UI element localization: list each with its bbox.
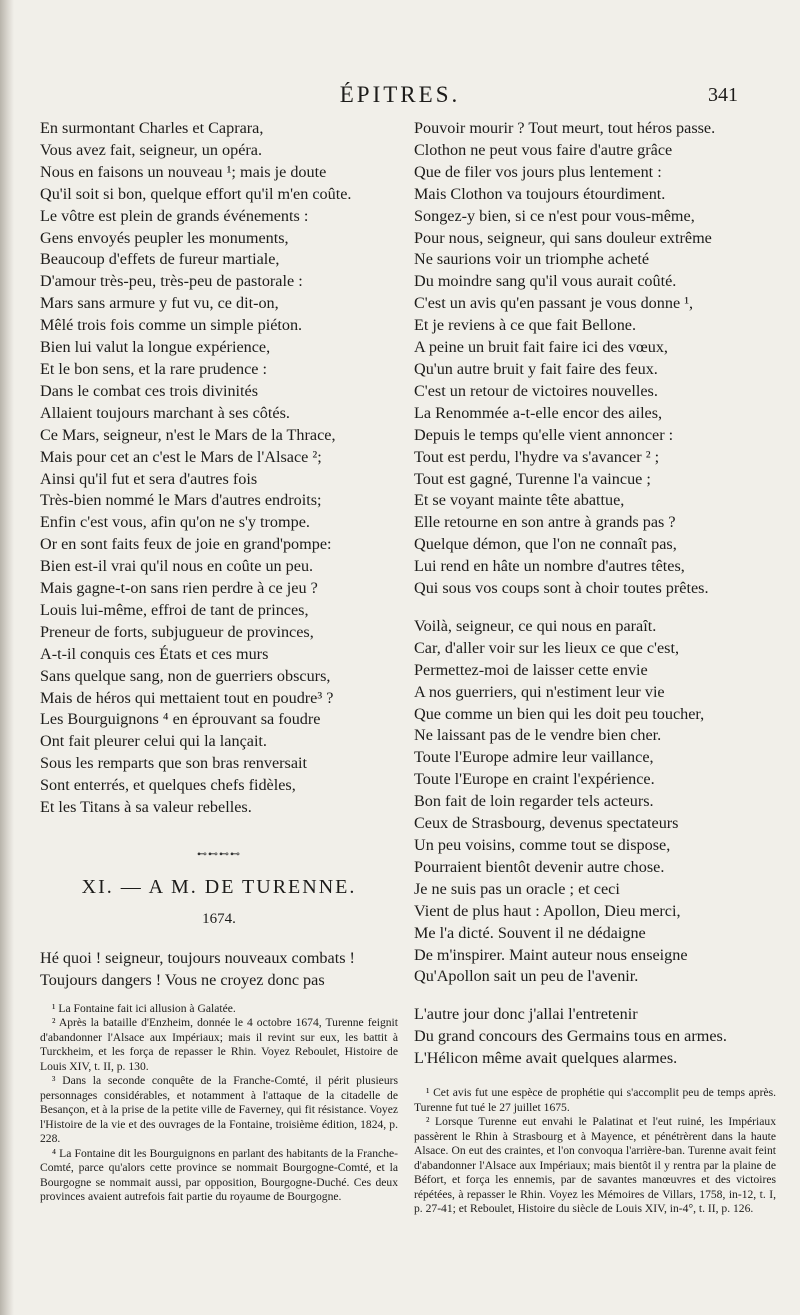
verse-line: Toujours dangers ! Vous ne croyez donc pas [40, 970, 325, 989]
verse-line: Qui sous vos coups sont à choir toutes prêtes. [414, 579, 709, 598]
verse-line: Sous les remparts que son bras renversait [40, 754, 308, 773]
verse-line: Pouvoir mourir ? Tout meurt, tout héros passe. [414, 119, 716, 137]
verse-line: Je ne suis pas un oracle ; et ceci [414, 879, 620, 898]
left-verse-block [40, 118, 398, 819]
verse-line: Mais Clothon va toujours étourdiment. [414, 184, 666, 203]
verse-line: Depuis le temps qu'elle vient annoncer : [414, 425, 674, 444]
verse-line: Voilà, seigneur, ce qui nous en paraît. [414, 616, 657, 635]
verse-line: Me l'a dicté. Souvent il ne dédaigne [414, 923, 646, 942]
verse-line: Louis lui-même, effroi de tant de princes, [40, 600, 309, 619]
verse-line: Tout est gagné, Turenne l'a vaincue ; [414, 469, 651, 488]
right-stanza-3 [414, 1004, 776, 1070]
verse-line: Elle retourne en son antre à grands pas ? [414, 513, 676, 532]
verse-line: Ne laissant pas de le vendre bien cher. [414, 726, 662, 745]
verse-line: Vient de plus haut : Apollon, Dieu merci, [414, 901, 681, 920]
verse-line: Dans le combat ces trois divinités [40, 381, 259, 400]
verse-line: Du moindre sang qu'il vous aurait coûté. [414, 272, 677, 291]
verse-line: Toute l'Europe admire leur vaillance, [414, 748, 654, 767]
verse-line: Que comme un bien qui les doit peu toucher, [414, 704, 705, 723]
verse-line: Preneur de forts, subjugueur de provinces, [40, 622, 314, 641]
verse-line: Car, d'aller voir sur les lieux ce que c'est, [414, 638, 679, 657]
left-verse-block-after [40, 948, 398, 992]
verse-line: D'amour très-peu, très-peu de pastorale : [40, 272, 303, 291]
verse-line: Et le bon sens, et la rare prudence : [40, 359, 267, 378]
verse-line: Qu'Apollon sait un peu de l'avenir. [414, 967, 639, 986]
verse-line: En surmontant Charles et Caprara, [40, 119, 264, 137]
verse-line: Ainsi qu'il fut et sera d'autres fois [40, 469, 258, 488]
verse-line: Du grand concours des Germains tous en armes. [414, 1027, 727, 1046]
verse-line: Et se voyant mainte tête abattue, [414, 491, 625, 510]
verse-line: L'autre jour donc j'allai l'entretenir [414, 1005, 638, 1024]
verse-line: Quelque démon, que l'on ne connaît pas, [414, 535, 677, 554]
right-stanza-1 [414, 118, 776, 600]
verse-line: Ceux de Strasbourg, devenus spectateurs [414, 814, 679, 833]
page-header [0, 0, 800, 120]
verse-line: Clothon ne peut vous faire d'autre grâce [414, 140, 673, 159]
verse-line: Permettez-moi de laisser cette envie [414, 660, 648, 679]
verse-line: Ne saurions voir un triomphe acheté [414, 250, 650, 269]
verse-line: Enfin c'est vous, afin qu'on ne s'y trompe. [40, 513, 310, 532]
verse-line: Nous en faisons un nouveau ¹; mais je doute [40, 162, 327, 181]
footnote: ² Lorsque Turenne eut envahi le Palatinat et l'eut ruiné, les Impériaux passèrent le Rhin à Strasbourg et à Mayence, et pénétrèrent dans la haute Alsace. On eut des craintes, et l'on convoqua l'arrière-ban. Turenne avait feint d'abandonner l'Alsace aux Impériaux; mais bientôt il y rentra par la plaine de Béfort, et força les ennemis, par de savantes manœuvres et des victoires répétées, à repasser le Rhin. Voyez les Mémoires de Villars, 1758, in-12, t. I, p. 27-41; et Reboulet, Histoire du siècle de Louis XIV, in-4°, t. II, p. 126. [414, 1115, 776, 1216]
right-column [414, 118, 776, 1217]
verse-line: Mais de héros qui mettaient tout en poudre³ ? [40, 688, 334, 707]
verse-line: Ce Mars, seigneur, n'est le Mars de la Thrace, [40, 425, 336, 444]
verse-line: Le vôtre est plein de grands événements : [40, 206, 309, 225]
verse-line: Sont enterrés, et quelques chefs fidèles, [40, 776, 296, 795]
verse-line: A-t-il conquis ces États et ces murs [40, 644, 269, 663]
footnote: ¹ Cet avis fut une espèce de prophétie qui s'accomplit peu de temps après. Turenne fut tué le 27 juillet 1675. [414, 1086, 776, 1114]
footnote: ² Après la bataille d'Enzheim, donnée le 4 octobre 1674, Turenne feignit d'abandonner l'Alsace aux Impériaux; mais il revint sur eux, les battit à Turckheim, et les força de repasser le Rhin. Voyez Reboulet, Histoire de Louis XIV, t. II, p. 130. [40, 1016, 398, 1073]
right-footnotes [414, 1086, 776, 1217]
verse-line: Très-bien nommé le Mars d'autres endroits; [40, 491, 322, 510]
verse-line: Un peu voisins, comme tout se dispose, [414, 836, 671, 854]
verse-line: Toute l'Europe en craint l'expérience. [414, 770, 655, 789]
verse-line: Tout est perdu, l'hydre va s'avancer ² ; [414, 447, 660, 466]
verse-line: Qu'un autre bruit y fait faire des feux. [414, 359, 658, 378]
verse-line: De m'inspirer. Maint auteur nous enseigne [414, 945, 688, 964]
verse-line: C'est un avis qu'en passant je vous donne ¹, [414, 294, 694, 313]
section-title: XI. — A M. DE TURENNE. [81, 876, 357, 898]
verse-line: Gens envoyés peupler les monuments, [40, 228, 289, 247]
section-year: 1674. [202, 911, 236, 927]
verse-line: Beaucoup d'effets de fureur martiale, [40, 250, 280, 269]
verse-line: La Renommée a-t-elle encor des ailes, [414, 403, 663, 422]
left-column [40, 118, 398, 1205]
right-stanza-2 [414, 616, 776, 988]
verse-line: Qu'il soit si bon, quelque effort qu'il m'en coûte. [40, 184, 352, 203]
verse-line: Mais pour cet an c'est le Mars de l'Alsace ²; [40, 447, 322, 466]
verse-line: Bien lui valut la longue expérience, [40, 338, 271, 357]
page-binding-edge [0, 0, 14, 1315]
verse-line: A nos guerriers, qui n'estiment leur vie [414, 682, 665, 701]
running-title: ÉPITRES. [339, 82, 461, 107]
verse-line: Bon fait de loin regarder tels acteurs. [414, 792, 654, 811]
verse-line: Et je reviens à ce que fait Bellone. [414, 316, 637, 335]
verse-line: Mais gagne-t-on sans rien perdre à ce jeu ? [40, 579, 318, 598]
verse-line: Bien est-il vrai qu'il nous en coûte un peu. [40, 557, 314, 576]
verse-line: A peine un bruit fait faire ici des vœux, [414, 338, 668, 357]
verse-line: Sans quelque sang, non de guerriers obscurs, [40, 666, 331, 685]
footnote: ¹ La Fontaine fait ici allusion à Galatée. [52, 1001, 236, 1015]
verse-line: Vous avez fait, seigneur, un opéra. [40, 140, 263, 159]
page-number: 341 [708, 84, 738, 106]
verse-line: Hé quoi ! seigneur, toujours nouveaux combats ! [40, 949, 355, 967]
footnote: ⁴ La Fontaine dit les Bourguignons en parlant des habitants de la Franche-Comté, parce qu'alors cette province se nommait Bourgogne-Comté, et la Bourgogne se nommait aussi, par opposition, Bourgogne-Duché. Ces deux provinces avaient autrefois fait partie du royaume de Bourgogne. [40, 1146, 398, 1204]
left-footnotes [40, 1002, 398, 1205]
verse-line: Mars sans armure y fut vu, ce dit-on, [40, 294, 279, 313]
verse-line: Les Bourguignons ⁴ en éprouvant sa foudre [40, 710, 321, 729]
section-ornament: ⊷⊷⊷⊷ [197, 849, 241, 860]
verse-line: Et les Titans à sa valeur rebelles. [40, 798, 252, 817]
verse-line: C'est un retour de victoires nouvelles. [414, 381, 658, 400]
verse-line: Songez-y bien, si ce n'est pour vous-même, [414, 206, 695, 225]
verse-line: Ont fait pleurer celui qui la lançait. [40, 732, 267, 751]
verse-line: Allaient toujours marchant à ses côtés. [40, 403, 290, 422]
verse-line: Pour nous, seigneur, qui sans douleur extrême [414, 228, 712, 247]
verse-line: Or en sont faits feux de joie en grand'pompe: [40, 535, 332, 554]
verse-line: Lui rend en hâte un nombre d'autres têtes, [414, 557, 685, 576]
verse-line: Mêlé trois fois comme un simple piéton. [40, 316, 303, 335]
verse-line: Pourraient bientôt devenir autre chose. [414, 857, 665, 876]
footnote: ³ Dans la seconde conquête de la Franche-Comté, il périt plusieurs personnages considérables, et notamment à l'attaque de la citadelle de Besançon, et à la prise de la petite ville de Faverney, qui fit résistance. Voyez l'Histoire de la vie et des ouvrages de la Fontaine, troisième édition, 1824, p. 228. [40, 1074, 398, 1146]
verse-line: L'Hélicon même avait quelques alarmes. [414, 1049, 678, 1068]
verse-line: Que de filer vos jours plus lentement : [414, 162, 662, 181]
